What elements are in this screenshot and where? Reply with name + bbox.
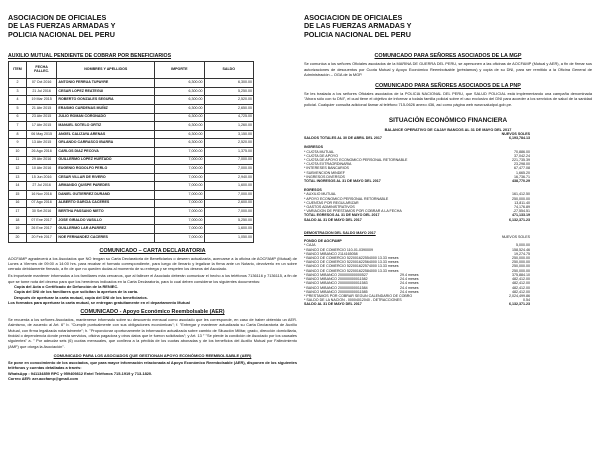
header-line: DE LAS FUERZAS ARMADAS Y xyxy=(304,21,412,31)
date-cell: 21 Jul 2016 xyxy=(26,87,56,96)
table-row xyxy=(9,208,254,217)
item-cell: 8 xyxy=(9,130,27,139)
item-value: 13,811.40 xyxy=(514,200,530,205)
balance-value: 6,193,784.13 xyxy=(509,136,530,141)
item-cell: 6 xyxy=(9,113,27,122)
list-item: Copia del DNI de los familiares que solicitan la apertura de la carta. xyxy=(14,289,139,295)
item-term: 24.4 meses xyxy=(400,277,419,282)
left-header xyxy=(8,14,297,39)
right-column xyxy=(304,14,592,307)
item-label: * APOYO ECONOMICO PERSONAL RETORNABLE xyxy=(304,196,389,201)
aer-phones: WhatsApp : 941134859 RPC y 959409812 Entel Teléfonos 715-1919 y 713-1820. xyxy=(8,370,153,376)
date-cell: 20 Feb 2017 xyxy=(26,233,56,242)
table-row xyxy=(9,173,254,182)
beneficiaries-table-body xyxy=(9,79,254,242)
table-row xyxy=(9,105,254,114)
item-value: 67,477.08 xyxy=(514,166,530,171)
importe-cell: 6,300.00 xyxy=(155,79,204,88)
item-value: 482,412.00 xyxy=(512,289,530,294)
documents-list xyxy=(8,284,297,300)
item-value: 161,412.50 xyxy=(512,192,530,197)
item-term: 24.4 meses xyxy=(400,289,419,294)
saldo-cell: 7,000.00 xyxy=(204,208,253,217)
importe-cell: 6,300.00 xyxy=(155,105,204,114)
date-cell: 06 May 2015 xyxy=(26,130,56,139)
item-label: * BANCO MIBANCO 200000000011582 xyxy=(304,277,368,282)
header-line: ASOCIACION DE OFICIALES xyxy=(304,13,403,22)
item-value: 16,736.71 xyxy=(514,174,530,179)
date-cell: 26 Ene 2017 xyxy=(26,225,56,234)
mgp-paragraph: Se comunica a los señores Oficiales asociados de la MARINA DE GUERRA DEL PERU, se apersonen a las oficinas de AOCFAMP (Mutual y AER), a fin de firmar sus autorizaciones de descuentos por Cuota Mutual y Apoyo Económico Reembolsable (préstamos) y copia de su DNI, para ser remitido a la Oficina General de Administración – OGA de la MGP. xyxy=(304,61,592,77)
balance-label: SALDOS TOTALES AL 30 DE ABRIL DEL 2017 xyxy=(304,136,382,141)
table-row xyxy=(9,190,254,199)
importe-cell: 7,000.00 xyxy=(155,182,204,191)
table-row xyxy=(9,156,254,165)
date-cell: 07 Ago 2016 xyxy=(26,199,56,208)
item-value: 221,735.39 xyxy=(512,158,530,163)
col-header-importe: IMPORTE xyxy=(155,62,204,79)
importe-cell: 6,300.00 xyxy=(155,130,204,139)
table-row xyxy=(9,139,254,148)
name-cell: EUGENIO RODOLFO PERLO xyxy=(57,165,155,174)
item-label: * SUBVENCION MINDEF xyxy=(304,170,345,175)
importe-cell: 7,000.00 xyxy=(155,165,204,174)
currency-label: NUEVOS SOLES xyxy=(501,235,530,240)
item-term: 24.4 meses xyxy=(400,281,419,286)
col-header-saldo: SALDO xyxy=(204,62,253,79)
saldo-cell: 7,000.00 xyxy=(204,190,253,199)
saldo-cell: 1,375.00 xyxy=(204,147,253,156)
header-line: POLICIA NACIONAL DEL PERU xyxy=(8,29,115,39)
item-value: -27,554.51 xyxy=(512,209,530,214)
item-label: * CUENTAS POR REGULARIZAR xyxy=(304,200,359,205)
carta-declaratoria-title: COMUNICADO – CARTA DECLARATORIA xyxy=(99,247,206,254)
item-value: 74,176.89 xyxy=(514,205,530,210)
saldo-cell: 4,725.00 xyxy=(204,113,253,122)
date-cell: 10 Abr 2016 xyxy=(26,165,56,174)
balance-value: 438,770.29 xyxy=(512,179,530,184)
name-cell: BERTHA PASSANO NIETO xyxy=(57,208,155,217)
item-cell: 12 xyxy=(9,165,27,174)
item-label: * INGRESOS DIVERSOS xyxy=(304,174,345,179)
name-cell: DANIEL GUTIERREZ DURAND xyxy=(57,190,155,199)
name-cell: ANGEL CALIZAYA ARENAS xyxy=(57,130,155,139)
table-row xyxy=(9,122,254,131)
ingresos-label: INGRESOS xyxy=(304,145,323,150)
balance-label: TOTAL INGRESOS AL 31 DE MAYO DEL 2017 xyxy=(304,179,381,184)
item-term: 24.4 meses xyxy=(400,285,419,290)
aer-email: Correo AER: aer.aocfamp@gmail.com xyxy=(8,375,79,381)
importe-cell: 7,000.00 xyxy=(155,190,204,199)
item-value: 375,884.10 xyxy=(512,272,530,277)
importe-cell: 7,000.00 xyxy=(155,156,204,165)
left-column xyxy=(8,14,297,381)
right-header xyxy=(304,14,592,39)
table-row xyxy=(9,182,254,191)
item-label: * BANCO DE COMERCIO 522001622564000 13.33 meses xyxy=(304,260,399,265)
item-cell: 13 xyxy=(9,173,27,182)
date-cell: 23 Abr 2015 xyxy=(26,113,56,122)
date-cell: 07 Ene 2017 xyxy=(26,216,56,225)
item-label: * CUOTA EXTRAORDINARIA xyxy=(304,162,352,167)
item-label: * GASTOS ADMINISTRATIVOS xyxy=(304,205,355,210)
saldo-cell: 2,600.00 xyxy=(204,199,253,208)
balance-title: BALANCE OPERATIVO DE CAJAY BANCOS AL 31 DE MAYO DEL 2017 xyxy=(384,128,512,132)
col-header-item: ITEM xyxy=(9,62,27,79)
ingresos-list xyxy=(304,150,592,179)
balance-label: SALDO AL 31 DE MAYO DEL 2017 xyxy=(304,217,362,222)
item-cell: 9 xyxy=(9,139,27,148)
item-term: 29.4 meses xyxy=(400,272,419,277)
date-cell: 26 Ago 2016 xyxy=(26,147,56,156)
item-value: 158,524.46 xyxy=(512,247,530,252)
name-cell: NOE FERNANDEZ CACERES xyxy=(57,233,155,242)
col-header-nombres: NOMBRES Y APELLIDOS xyxy=(57,62,155,79)
situacion-title: SITUACIÓN ECONÓMICO FINANCIERA xyxy=(388,117,508,124)
importe-cell: 7,000.00 xyxy=(155,147,204,156)
item-cell: 20 xyxy=(9,233,27,242)
item-label: * VARIACION DE PRESTAMOS POR COBRAR A LA FECHA xyxy=(304,209,402,214)
item-value: 250,000.00 xyxy=(512,196,530,201)
item-value: 0.54 xyxy=(523,298,530,303)
item-value: 37,042.24 xyxy=(514,153,530,158)
saldo-cell: 5,250.00 xyxy=(204,87,253,96)
name-cell: CARLOS DIAZ PECOVA xyxy=(57,147,155,156)
name-cell: ROBERTO GONZALES SEGURA xyxy=(57,96,155,105)
header-line: DE LAS FUERZAS ARMADAS Y xyxy=(8,21,116,31)
item-cell: 2 xyxy=(9,79,27,88)
item-label: * INTERESES BANCARIOS xyxy=(304,166,349,171)
item-cell: 17 xyxy=(9,208,27,217)
item-label: * CUOTA DE APOYO xyxy=(304,153,339,158)
aer-contact-paragraph: Se pone en conocimiento de los asociados, que para mayor información relacionada al Apoyo Económico Reembolsable (AER), disponen de los siguientes teléfonos y cuentas detalladas a través: xyxy=(8,359,297,371)
importe-cell: 7,000.00 xyxy=(155,199,204,208)
importe-cell: 6,300.00 xyxy=(155,87,204,96)
item-label: * BANCO MIBANCO 200000000000527 xyxy=(304,272,368,277)
item-value: 482,412.00 xyxy=(512,277,530,282)
mgp-title: COMUNICADO PARA SEÑORES ASOCIADOS DE LA MGP xyxy=(374,53,522,60)
date-cell: 19 Mar 2015 xyxy=(26,96,56,105)
header-line: POLICIA NACIONAL DEL PERU xyxy=(304,29,411,39)
item-value: 482,412.00 xyxy=(512,281,530,286)
item-cell: 16 xyxy=(9,199,27,208)
item-cell: 14 xyxy=(9,182,27,191)
item-label: * BANCO DE COMERCIO 110-01-0390009 xyxy=(304,247,374,252)
table-row xyxy=(9,225,254,234)
fondo-list xyxy=(304,243,592,302)
item-value: 5,000.00 xyxy=(516,243,530,248)
item-value: 23,298.00 xyxy=(514,162,530,167)
aer-title: COMUNICADO - Apoyo Económico Reembolsable (AER) xyxy=(80,309,225,316)
name-cell: ALBERTO GARCIA CACERES xyxy=(57,199,155,208)
item-label: * BANCO MIBANCO 200000000011585 xyxy=(304,289,368,294)
date-cell: 15 Jun 2016 xyxy=(26,173,56,182)
item-value: 2,024,499.86 xyxy=(509,293,530,298)
name-cell: ERASMO CARDENAS MUÑIZ xyxy=(57,105,155,114)
name-cell: GUILLERMO LOPEZ HURTADO xyxy=(57,156,155,165)
name-cell: CESAR LOPEZ REATEGUI xyxy=(57,87,155,96)
currency-label: NUEVOS SOLES xyxy=(501,132,530,136)
item-cell: 18 xyxy=(9,216,27,225)
aer-subtitle: COMUNICADO PARA LOS ASOCIADOS QUE GESTIONAN APOYO ECONÓMICO REEMBOLSABLE (AER) xyxy=(53,352,252,358)
item-label: * BANCO MIBANCO 200000000011584 xyxy=(304,285,368,290)
col-header-fecha: FECHA FALLEC. xyxy=(26,62,56,79)
list-item: Copia del Acta o Certificado de Defunción de la RENIEC. xyxy=(14,283,119,289)
importe-cell: 7,000.00 xyxy=(155,216,204,225)
item-cell: 19 xyxy=(9,225,27,234)
saldo-cell: 1,600.00 xyxy=(204,225,253,234)
table-row xyxy=(9,233,254,242)
item-value: 250,000.00 xyxy=(512,268,530,273)
name-cell: JOSE GIRALDO VASILLO xyxy=(57,216,155,225)
saldo-cell: 3,150.00 xyxy=(204,130,253,139)
date-cell: 16 Nov 2016 xyxy=(26,190,56,199)
balance-value: 471,133.19 xyxy=(512,213,530,218)
name-cell: CESAR VILLAR DE RIVERO xyxy=(57,173,155,182)
item-cell: 5 xyxy=(9,105,27,114)
item-label: * CUOTA DE APOYO ECONOMICO PERSONAL RETORNABLE xyxy=(304,158,408,163)
date-cell: 13 Abr 2015 xyxy=(26,139,56,148)
name-cell: GUILLERMO LAR APARREZ xyxy=(57,225,155,234)
table-row xyxy=(9,147,254,156)
header-line: ASOCIACION DE OFICIALES xyxy=(8,13,107,22)
balance-label: TOTAL EGRESOS AL 31 DE MAYO DEL 2017 xyxy=(304,213,380,218)
item-value: 250,000.00 xyxy=(512,256,530,261)
item-cell: 15 xyxy=(9,190,27,199)
formatos-note: Los formatos para aperturar la carta mutual, se entregan gratuitamente en el departamento Mutual xyxy=(8,299,190,305)
importe-cell: 7,000.00 xyxy=(155,208,204,217)
pnp-title: COMUNICADO PARA SEÑORES ASOCIADOS DE LA PNP xyxy=(375,83,521,90)
name-cell: MANUEL SOTELO ORTIZ xyxy=(57,122,155,131)
item-label: * BANCO MIBANCO 200000000011583 xyxy=(304,281,368,286)
date-cell: 21 Abr 2015 xyxy=(26,105,56,114)
item-value: 19,274.75 xyxy=(514,251,530,256)
saldo-cell: 7,000.00 xyxy=(204,165,253,174)
saldo-cell: 2,940.00 xyxy=(204,173,253,182)
table-row xyxy=(9,87,254,96)
item-label: * BANCO MIBANCO 2114165058 xyxy=(304,251,358,256)
item-cell: 11 xyxy=(9,156,27,165)
egresos-label: EGRESOS xyxy=(304,188,322,193)
saldo-cell: 2,520.00 xyxy=(204,96,253,105)
date-cell: 29 Abr 2016 xyxy=(26,156,56,165)
carta-declaratoria-paragraph: Es importante mantener informados a los familiares más cercanos, que al fallecer el Asociado deberán comunicar el hecho a los teléfonos 7136116 y 7136115, a fin de que se tome nota del deceso para que los herederos indicados en la Carta Declaratoria, para lo cual deben considerar los siguientes documentos: xyxy=(8,273,297,284)
fondo-label: FONDO DE AOCFAMP xyxy=(304,239,342,244)
egresos-list xyxy=(304,192,592,213)
item-label: * CAJA xyxy=(304,243,316,248)
name-cell: ARMANDO QUISPE PAREDES xyxy=(57,182,155,191)
table-row xyxy=(9,165,254,174)
date-cell: 27 Jul 2016 xyxy=(26,182,56,191)
importe-cell: 7,000.00 xyxy=(155,173,204,182)
item-label: * PRESTAMOS POR COBRAR SEGUN CALENDARIO DE COBRO xyxy=(304,293,413,298)
saldo-cell: 2,650.00 xyxy=(204,105,253,114)
pnp-paragraph: Se les traslada a los señores Oficiales asociados de la POLICIA NACIONAL DEL PERU, que SALUD POLICIAL está implementando una campaña denominada "Ahora sólo con tu DNI", el cual tiene el objetivo de informar a todala familia policial sobre el uso exclusivo del DNI para acceder a los servicios de salud de la sanidad policial. Cualquier consulta adicional llamar al teléfono 715-0626 anexo 436, así como página web www.saludpol.gob.pe. xyxy=(304,91,592,107)
table-row xyxy=(9,113,254,122)
demo-title: DEMOSTRACION DEL SALDO MAYO 2017 xyxy=(304,230,376,235)
saldo-cell: 1,260.00 xyxy=(204,122,253,131)
item-label: * AUXILIO MUTUAL xyxy=(304,192,337,197)
saldo-cell: 1,050.00 xyxy=(204,233,253,242)
item-label: * SALDO DE LA NACION - 00004012040 - DETRACCIONES xyxy=(304,298,402,303)
item-label: * BANCO DE COMERCIO 522001622584000 13.33 meses xyxy=(304,268,399,273)
importe-cell: 6,300.00 xyxy=(155,139,204,148)
name-cell: ANTONIO FERRUA TUPAYRE xyxy=(57,79,155,88)
table-row xyxy=(9,199,254,208)
importe-cell: 6,300.00 xyxy=(155,96,204,105)
item-value: 70,886.00 xyxy=(514,149,530,154)
table-row xyxy=(9,130,254,139)
carta-declaratoria-paragraph: AOCFAMP agradecerá a los Asociados que NO tengan su Carta Declaratoria de Beneficiarios o deseen actualizarla, acercarse a la oficina de AOCFAMP (Mutual) de Lunes a Viernes de 09:00 a 14:00 hrs. para recabar el formato correspondiente, para luego de llenarlo y legalizar la firma ante un Notario, devolverlo en un sobre cerrado debidamente firmado, a fin de que no queden dudas al momento de su entrega y se respeten los deseos del Asociado. xyxy=(8,255,297,272)
saldo-cell: 6,300.00 xyxy=(204,79,253,88)
importe-cell: 6,300.00 xyxy=(155,122,204,131)
item-value: 250,000.00 xyxy=(512,260,530,265)
item-label: * CUOTA MUTUAL xyxy=(304,149,335,154)
balance-label: SALDO AL 31 DE MAYO DEL 2017 xyxy=(304,302,362,307)
balance-row xyxy=(304,302,592,306)
aer-paragraph: Se recuerda a los señores Asociados, mantenerse informado sobre su descuento mensual como asociado que les corresponde, en caso de haber obtenido un AER. Asimismo, de acuerdo al Art. 6° b. "Cumplir puntualmente con sus obligaciones económicas"; f. "Entregar y mantener actualizada su Carta Declaratoria de Auxilio Mutual, con firma legalizada notarialmente"; h. "Proporcionar oportunamente la información actualizada sobre cambio de Situación Militar, grado, dirección domiciliaria, tiroidal o dependencia donde presta servicios, oficina pagadora y otros datos que le fueron solicitados"; y Art. 13 ° "Se pierde la condición de Asociado por los causales siguientes" a. " Por adeudar seis (6) cuotas mensuales, que conlleva a la pérdida de los cuotas abonadas y de los beneficios del Auxilio Mutual por Fallecimiento (AMF) que otorga la Asociación". xyxy=(8,317,297,349)
item-label: * BANCO DE COMERCIO 522001622554000 13.33 meses xyxy=(304,256,399,261)
item-cell: 4 xyxy=(9,96,27,105)
importe-cell: 6,300.00 xyxy=(155,113,204,122)
table-row xyxy=(9,216,254,225)
balance-value: 6,132,371.23 xyxy=(509,217,530,222)
saldo-cell: 2,520.00 xyxy=(204,139,253,148)
date-cell: 17 Abr 2015 xyxy=(26,122,56,131)
saldo-cell: 7,000.00 xyxy=(204,156,253,165)
saldo-cell: 5,250.00 xyxy=(204,216,253,225)
item-cell: 10 xyxy=(9,147,27,156)
beneficiaries-table-title: AUXILIO MUTUAL PENDIENTE DE COBRAR POR BENEFICIARIOS xyxy=(8,53,172,60)
item-value: 482,412.00 xyxy=(512,285,530,290)
item-cell: 3 xyxy=(9,87,27,96)
importe-cell: 7,000.00 xyxy=(155,233,204,242)
date-cell: 07 Oct 2016 xyxy=(26,79,56,88)
saldo-cell: 1,600.00 xyxy=(204,182,253,191)
list-item: Después de aperturar la carta mutual, copia del DNI de los beneficiarios. xyxy=(14,294,148,300)
importe-cell: 7,000.00 xyxy=(155,225,204,234)
table-row xyxy=(9,79,254,88)
name-cell: ORLANDO CARRASCO IBARRA xyxy=(57,139,155,148)
name-cell: JULIO ROMAN CORONADO xyxy=(57,113,155,122)
item-value: 1,665.20 xyxy=(516,170,530,175)
item-value: 250,000.00 xyxy=(512,264,530,269)
date-cell: 30 Set 2016 xyxy=(26,208,56,217)
table-row xyxy=(9,96,254,105)
item-cell: 7 xyxy=(9,122,27,131)
item-label: * BANCO DE COMERCIO 522001622574000 13.33 meses xyxy=(304,264,399,269)
beneficiaries-table xyxy=(8,61,254,242)
balance-value: 6,132,371.23 xyxy=(509,302,530,307)
